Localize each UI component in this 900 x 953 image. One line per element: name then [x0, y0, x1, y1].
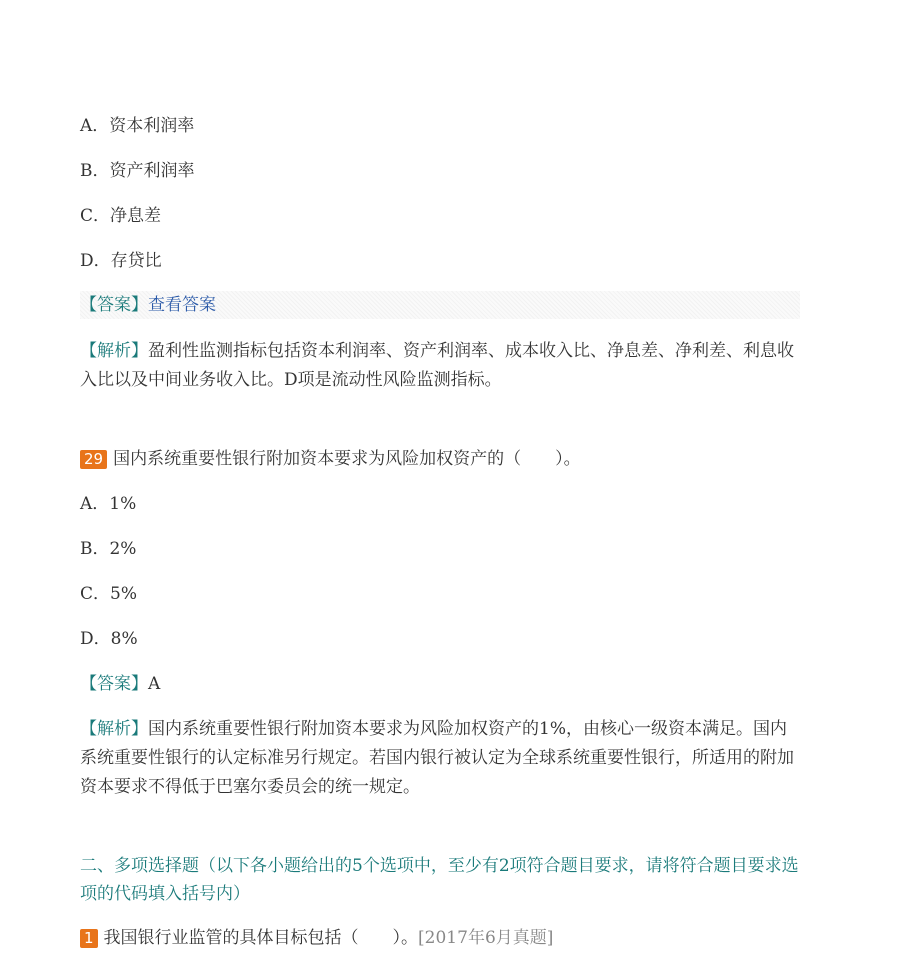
analysis-tag: 【解析】 [80, 719, 148, 739]
option-d: D．存贷比 [80, 251, 162, 271]
answer-row [80, 291, 800, 319]
answer-tag: 【答案】 [80, 674, 148, 694]
analysis [80, 715, 800, 802]
question-stem: 我国银行业监管的具体目标包括（ ）。 [103, 928, 419, 948]
option-d: D．8% [80, 629, 138, 649]
option-b: B．资产利润率 [80, 161, 195, 181]
option-c: C．净息差 [80, 206, 162, 226]
option-c: C．5% [80, 584, 137, 604]
answer-tag: 【答案】 [80, 295, 148, 315]
analysis [80, 337, 800, 395]
answer-value: A [148, 674, 161, 694]
question-stem: 国内系统重要性银行附加资本要求为风险加权资产的（ ）。 [113, 449, 581, 469]
section-heading: 二、多项选择题（以下各小题给出的5个选项中，至少有2项符合题目要求，请将符合题目要求选项的代码填入括号内） [80, 856, 799, 904]
multi-question-1 [80, 924, 800, 953]
analysis-text: 国内系统重要性银行附加资本要求为风险加权资产的1%，由核心一级资本满足。国内系统重要性银行的认定标准另行规定。若国内银行被认定为全球系统重要性银行，所适用的附加资本要求不得低于巴塞尔委员会的统一规定。 [80, 719, 794, 797]
option-b: B．2% [80, 539, 137, 559]
question-29 [80, 445, 800, 474]
analysis-text: 盈利性监测指标包括资本利润率、资产利润率、成本收入比、净息差、净利差、利息收入比以及中间业务收入比。D项是流动性风险监测指标。 [80, 341, 794, 390]
option-a: A．1% [80, 494, 137, 514]
question-source: [2017年6月真题] [418, 928, 554, 948]
analysis-tag: 【解析】 [80, 341, 148, 361]
option-a: A．资本利润率 [80, 116, 195, 136]
answer-row [80, 672, 160, 696]
question-number-badge: 29 [80, 450, 107, 469]
view-answer-link[interactable]: 查看答案 [148, 295, 216, 315]
question-number-badge: 1 [80, 929, 98, 948]
